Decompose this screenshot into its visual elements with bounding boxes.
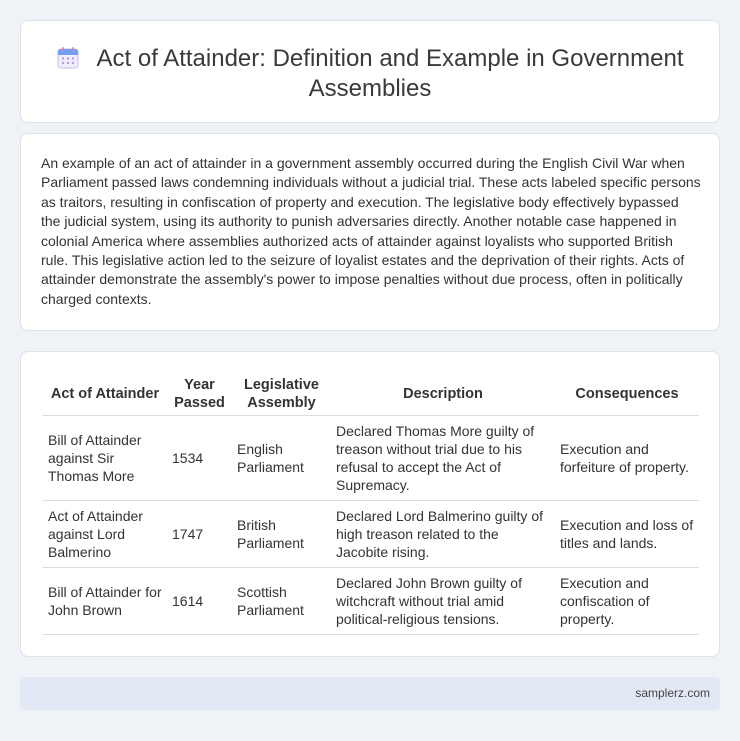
description-text: An example of an act of attainder in a government assembly occurred during the English Civil War when Parliament passed laws condemning individuals without a judicial trial. These acts labeled specific persons as traitors, resulting in confiscation of property and execution. The legislative body effectively bypassed the judicial system, using its authority to punish adversaries directly. Another notable case happened in colonial America where assemblies authorized acts of attainder against loyalists who supported British rule. This legislative action led to the seizure of loyalist estates and the deprivation of their rights. Acts of attainder demonstrate the assembly's power to impose penalties without due process, often in politically charged contexts. (41, 155, 701, 307)
cell-consequences: Execution and loss of titles and lands. (555, 500, 699, 567)
table-row (43, 567, 699, 634)
cell-assembly: English Parliament (232, 415, 331, 500)
cell-year: 1747 (167, 500, 232, 567)
header-assembly: Legislative Assembly (232, 372, 331, 415)
cell-description: Declared Lord Balmerino guilty of high treason related to the Jacobite rising. (331, 500, 555, 567)
attainder-table (43, 372, 699, 635)
title-wrap (21, 44, 719, 104)
cell-act: Bill of Attainder for John Brown (43, 567, 167, 634)
footer (20, 677, 720, 710)
table-row (43, 415, 699, 500)
page-title-text: Act of Attainder: Definition and Example in Government Assemblies (96, 45, 684, 102)
header-description: Description (331, 372, 555, 415)
table-card (20, 351, 720, 657)
header-year: Year Passed (167, 372, 232, 415)
cell-description: Declared John Brown guilty of witchcraft without trial amid political-religious tensions. (331, 567, 555, 634)
cell-year: 1614 (167, 567, 232, 634)
cell-year: 1534 (167, 415, 232, 500)
table-row (43, 500, 699, 567)
page-title (51, 44, 689, 104)
cell-act: Bill of Attainder against Sir Thomas More (43, 415, 167, 500)
cell-assembly: Scottish Parliament (232, 567, 331, 634)
cell-assembly: British Parliament (232, 500, 331, 567)
table-header-row (43, 372, 699, 415)
cell-act: Act of Attainder against Lord Balmerino (43, 500, 167, 567)
description-card (20, 133, 720, 331)
header-consequences: Consequences (555, 372, 699, 415)
cell-consequences: Execution and confiscation of property. (555, 567, 699, 634)
footer-site-link[interactable]: samplerz.com (635, 686, 710, 700)
cell-description: Declared Thomas More guilty of treason without trial due to his refusal to accept the Act of Supremacy. (331, 415, 555, 500)
title-card (20, 20, 720, 123)
header-act: Act of Attainder (43, 372, 167, 415)
calendar-icon (57, 47, 79, 69)
cell-consequences: Execution and forfeiture of property. (555, 415, 699, 500)
